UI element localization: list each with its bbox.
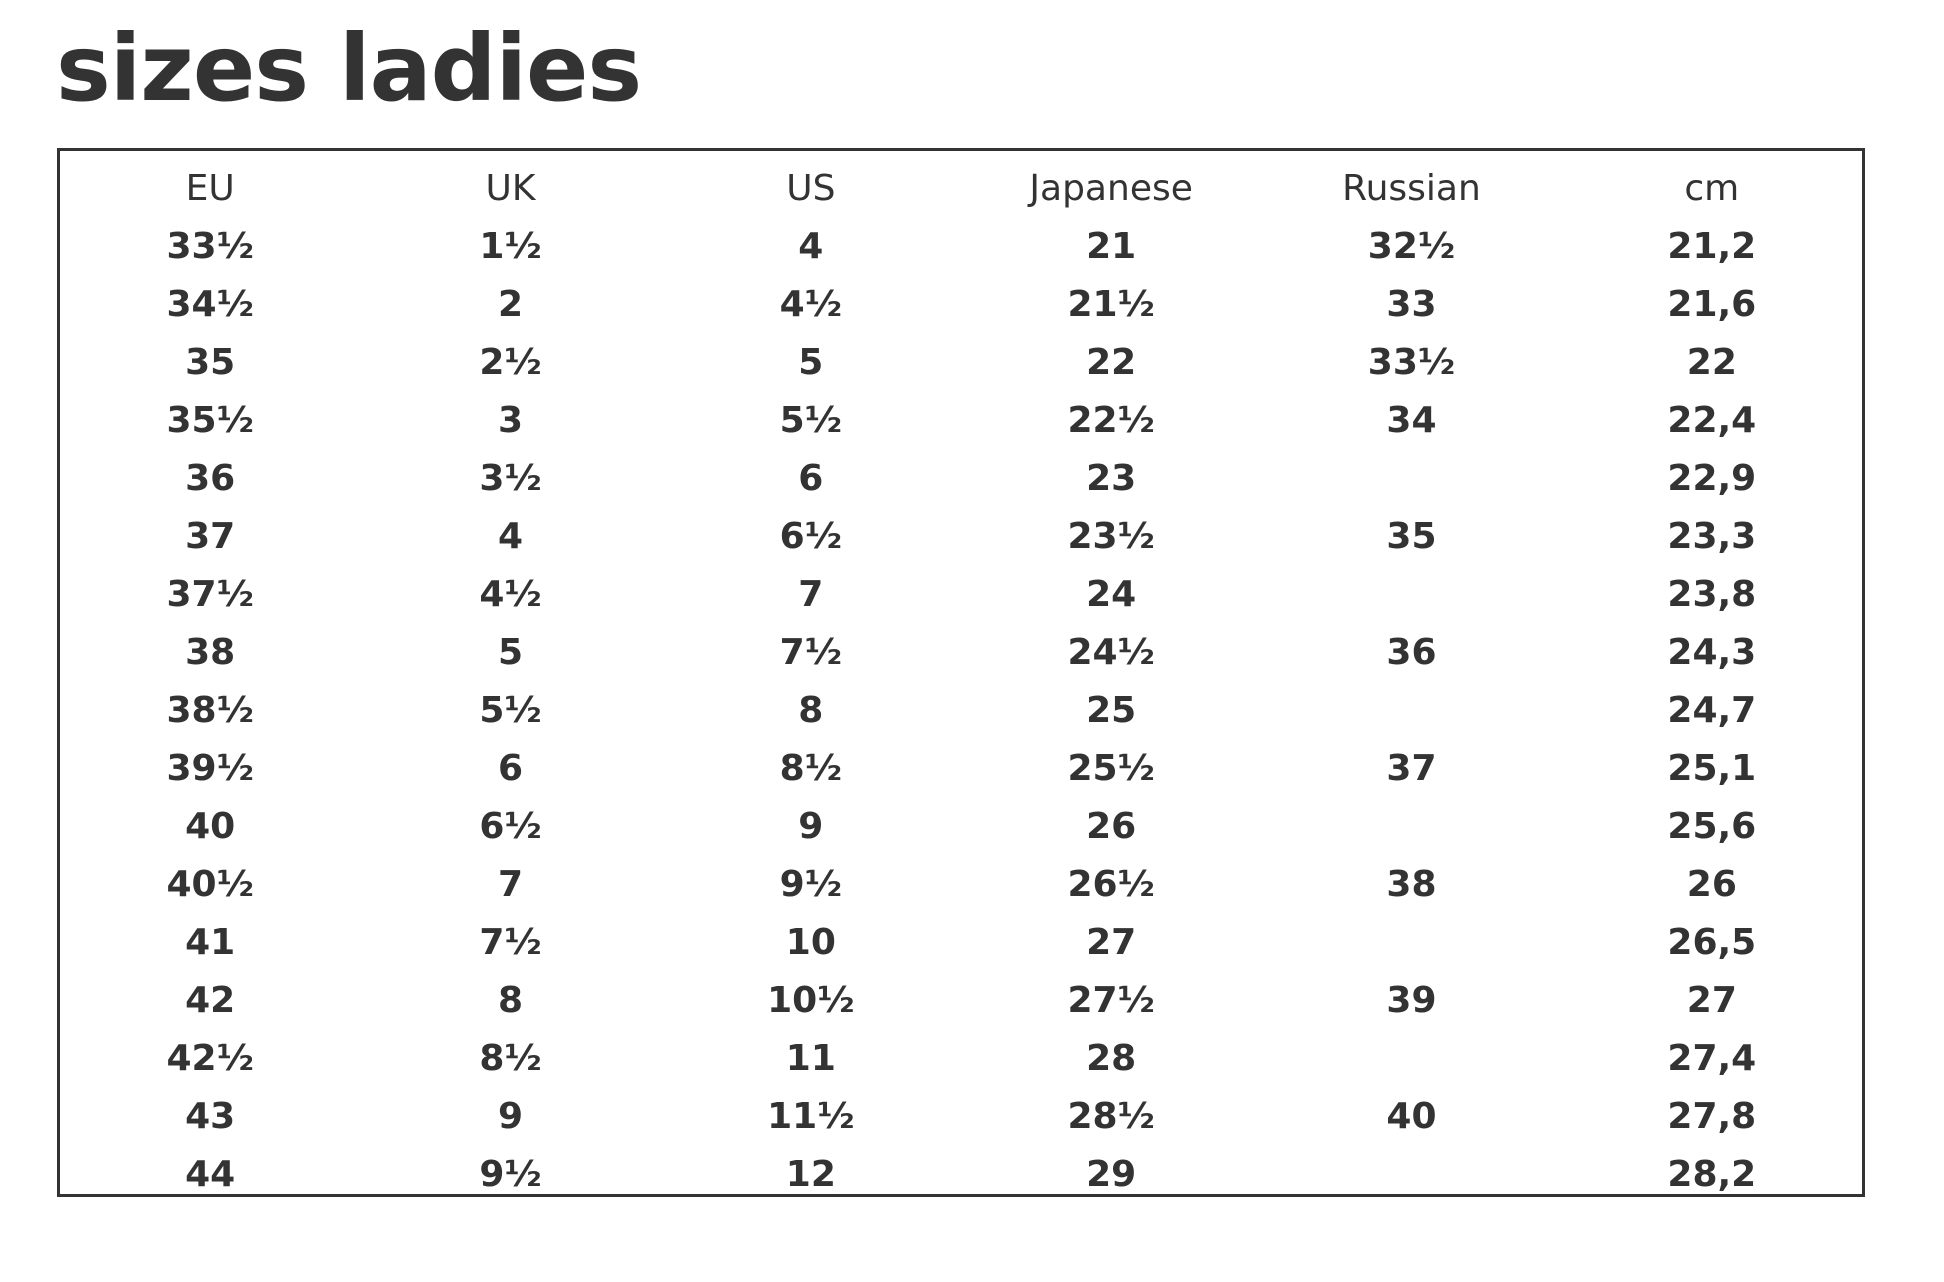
table-row	[60, 1029, 1862, 1087]
cell-eu: 40	[185, 805, 236, 847]
cell-russian: 36	[1386, 631, 1437, 673]
cell-russian: 33	[1386, 283, 1437, 325]
cell-uk: 7½	[479, 921, 542, 963]
cell-eu: 37½	[166, 573, 254, 615]
cell-cm: 28,2	[1667, 1153, 1757, 1195]
cell-us: 12	[785, 1153, 836, 1195]
cell-russian: 40	[1386, 1095, 1437, 1137]
cell-eu: 38	[185, 631, 236, 673]
column-header-russian: Russian	[1342, 167, 1481, 209]
cell-russian	[1261, 449, 1561, 507]
cell-cm: 26	[1686, 863, 1737, 905]
cell-eu: 42	[185, 979, 236, 1021]
cell-russian	[1261, 797, 1561, 855]
table-header-row	[60, 159, 1862, 217]
cell-japanese: 21	[1086, 225, 1137, 267]
cell-us: 9½	[779, 863, 842, 905]
cell-us: 5½	[779, 399, 842, 441]
table-row	[60, 449, 1862, 507]
cell-us: 11	[785, 1037, 836, 1079]
cell-us: 4	[798, 225, 824, 267]
cell-uk: 6	[497, 747, 524, 789]
column-header-eu: EU	[185, 167, 235, 209]
cell-us: 5	[798, 341, 824, 383]
cell-japanese: 29	[1086, 1153, 1137, 1195]
cell-us: 6½	[779, 515, 842, 557]
cell-japanese: 21½	[1067, 283, 1155, 325]
column-header-uk: UK	[485, 167, 536, 209]
cell-us: 4½	[779, 283, 842, 325]
cell-eu: 36	[185, 457, 236, 499]
cell-cm: 22	[1686, 341, 1737, 383]
cell-russian: 38	[1386, 863, 1437, 905]
page-title: sizes ladies	[56, 15, 642, 122]
cell-eu: 41	[185, 921, 236, 963]
cell-uk: 8½	[479, 1037, 542, 1079]
cell-eu: 37	[185, 515, 236, 557]
cell-eu: 43	[185, 1095, 236, 1137]
cell-russian	[1261, 1145, 1561, 1203]
cell-cm: 22,4	[1667, 399, 1757, 441]
cell-japanese: 27½	[1067, 979, 1155, 1021]
cell-eu: 44	[185, 1153, 236, 1195]
column-header-us: US	[786, 167, 836, 209]
table-row	[60, 275, 1862, 333]
cell-us: 9	[798, 805, 824, 847]
cell-russian: 34	[1386, 399, 1437, 441]
size-table	[60, 159, 1862, 1203]
cell-uk: 2	[497, 283, 524, 325]
table-row	[60, 855, 1862, 913]
table-row	[60, 739, 1862, 797]
table-row	[60, 217, 1862, 275]
column-header-cm: cm	[1684, 167, 1740, 209]
cell-us: 7½	[779, 631, 842, 673]
cell-uk: 3	[497, 399, 524, 441]
cell-uk: 6½	[479, 805, 542, 847]
cell-cm: 22,9	[1667, 457, 1757, 499]
cell-russian: 33½	[1367, 341, 1456, 383]
cell-uk: 3½	[479, 457, 542, 499]
cell-cm: 23,8	[1667, 573, 1757, 615]
cell-russian: 32½	[1367, 225, 1456, 267]
table-row	[60, 391, 1862, 449]
cell-uk: 4	[497, 515, 524, 557]
cell-japanese: 25	[1086, 689, 1137, 731]
cell-eu: 35	[185, 341, 236, 383]
cell-us: 7	[798, 573, 824, 615]
cell-cm: 27,4	[1667, 1037, 1757, 1079]
column-header-japanese: Japanese	[1029, 167, 1193, 209]
cell-japanese: 27	[1086, 921, 1137, 963]
cell-us: 11½	[767, 1095, 855, 1137]
cell-cm: 26,5	[1667, 921, 1757, 963]
cell-uk: 1½	[479, 225, 542, 267]
cell-cm: 21,2	[1667, 225, 1757, 267]
cell-uk: 9½	[479, 1153, 542, 1195]
cell-uk: 8	[497, 979, 524, 1021]
cell-cm: 24,7	[1667, 689, 1757, 731]
table-row	[60, 507, 1862, 565]
cell-us: 6	[798, 457, 824, 499]
cell-uk: 4½	[479, 573, 542, 615]
table-row	[60, 1087, 1862, 1145]
table-row	[60, 1145, 1862, 1203]
cell-japanese: 24½	[1067, 631, 1155, 673]
cell-japanese: 22	[1086, 341, 1137, 383]
cell-japanese: 26	[1086, 805, 1137, 847]
cell-japanese: 28	[1086, 1037, 1137, 1079]
cell-russian	[1261, 1029, 1561, 1087]
cell-russian	[1261, 681, 1561, 739]
cell-russian	[1261, 913, 1561, 971]
table-row	[60, 797, 1862, 855]
table-row	[60, 333, 1862, 391]
cell-japanese: 26½	[1067, 863, 1155, 905]
cell-eu: 38½	[166, 689, 254, 731]
cell-uk: 9	[497, 1095, 524, 1137]
cell-us: 10½	[767, 979, 855, 1021]
cell-us: 10	[785, 921, 836, 963]
cell-cm: 25,6	[1667, 805, 1757, 847]
cell-russian: 39	[1386, 979, 1437, 1021]
cell-uk: 5	[497, 631, 524, 673]
cell-uk: 7	[497, 863, 524, 905]
size-table-frame	[57, 148, 1865, 1197]
table-row	[60, 623, 1862, 681]
cell-japanese: 24	[1086, 573, 1137, 615]
cell-cm: 24,3	[1667, 631, 1757, 673]
table-body	[60, 217, 1862, 1203]
cell-russian	[1261, 565, 1561, 623]
table-row	[60, 681, 1862, 739]
table-row	[60, 971, 1862, 1029]
cell-eu: 39½	[166, 747, 254, 789]
cell-japanese: 28½	[1067, 1095, 1155, 1137]
cell-eu: 40½	[166, 863, 254, 905]
cell-cm: 27	[1686, 979, 1737, 1021]
cell-eu: 42½	[166, 1037, 254, 1079]
cell-russian: 37	[1386, 747, 1437, 789]
cell-eu: 34½	[166, 283, 254, 325]
cell-eu: 35½	[166, 399, 254, 441]
cell-uk: 2½	[479, 341, 542, 383]
cell-japanese: 22½	[1067, 399, 1155, 441]
cell-japanese: 23½	[1067, 515, 1155, 557]
cell-japanese: 23	[1086, 457, 1137, 499]
cell-cm: 27,8	[1667, 1095, 1757, 1137]
table-row	[60, 565, 1862, 623]
cell-cm: 23,3	[1667, 515, 1757, 557]
table-row	[60, 913, 1862, 971]
cell-us: 8	[798, 689, 824, 731]
cell-cm: 21,6	[1667, 283, 1757, 325]
cell-eu: 33½	[166, 225, 254, 267]
cell-cm: 25,1	[1667, 747, 1757, 789]
cell-japanese: 25½	[1067, 747, 1155, 789]
cell-russian: 35	[1386, 515, 1437, 557]
cell-uk: 5½	[479, 689, 542, 731]
cell-us: 8½	[779, 747, 842, 789]
